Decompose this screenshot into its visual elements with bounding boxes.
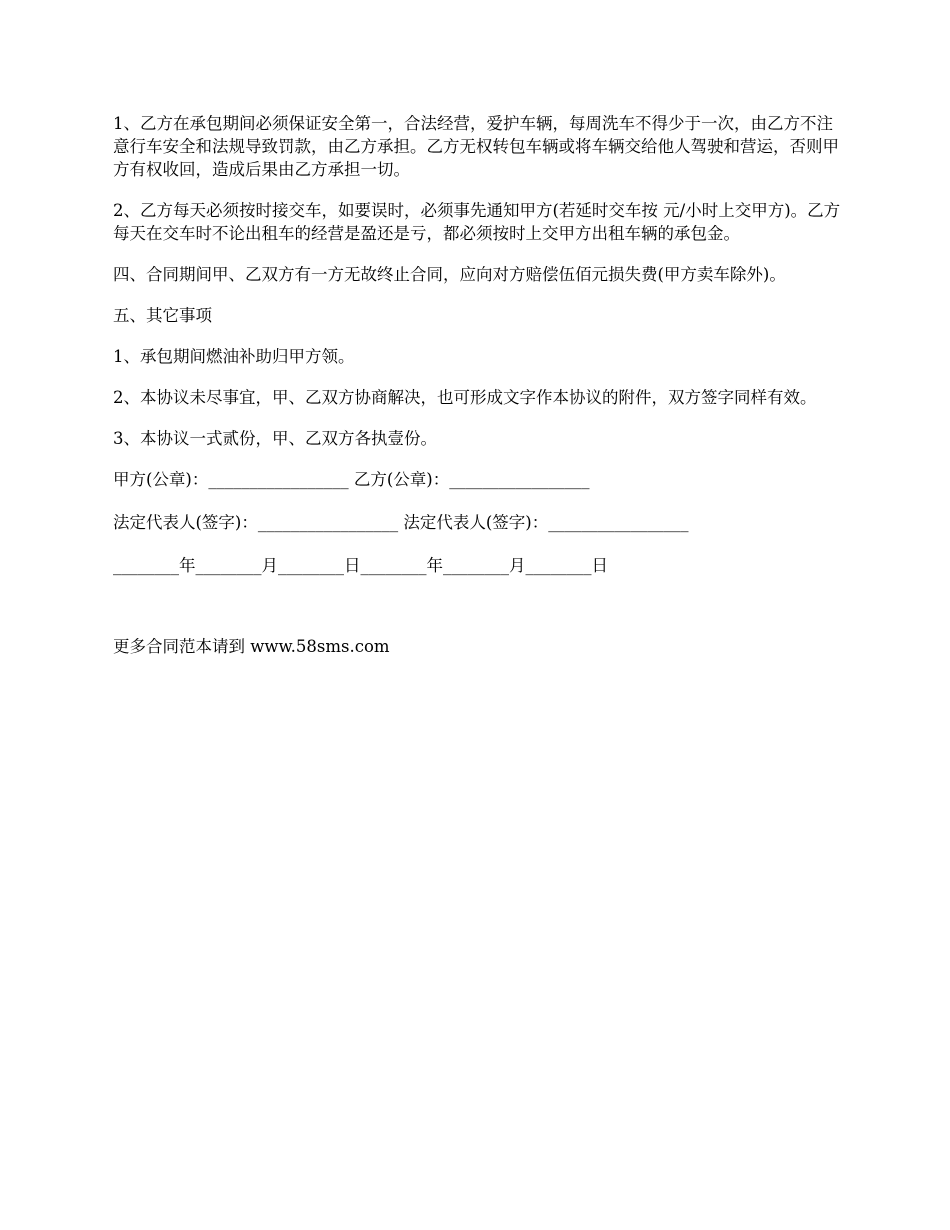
other-clause-3-copies: 3、本协议一式贰份，甲、乙双方各执壹份。 bbox=[113, 429, 437, 448]
seal-signature-line: 甲方(公章)：_________________ 乙方(公章)：_________________ bbox=[113, 470, 590, 489]
section-5-heading: 五、其它事项 bbox=[113, 306, 212, 325]
clause-1-safety: 1、乙方在承包期间必须保证安全第一，合法经营，爱护车辆，每周洗车不得少于一次，由乙方不注意行车安全和法规导致罚款，由乙方承担。乙方无权转包车辆或将车辆交给他人驾驶和营运，否则甲方有权收回，造成后果由乙方承担一切。 bbox=[113, 114, 839, 179]
other-clause-1-fuel: 1、承包期间燃油补助归甲方领。 bbox=[113, 347, 355, 366]
representative-signature-line: 法定代表人(签字)：_________________ 法定代表人(签字)：_________________ bbox=[113, 513, 689, 532]
other-clause-2-supplement: 2、本协议未尽事宜，甲、乙双方协商解决，也可形成文字作本协议的附件，双方签字同样有效。 bbox=[113, 388, 817, 407]
clause-2-handover: 2、乙方每天必须按时接交车，如要误时，必须事先通知甲方(若延时交车按 元/小时上交甲方)。乙方每天在交车时不论出租车的经营是盈还是亏，都必须按时上交甲方出租车辆的承包金。 bbox=[113, 201, 841, 243]
section-4-termination: 四、合同期间甲、乙双方有一方无故终止合同，应向对方赔偿伍佰元损失费(甲方卖车除外)。 bbox=[113, 265, 786, 284]
document-page bbox=[113, 112, 841, 658]
footer-link-text: 更多合同范本请到 www.58sms.com bbox=[113, 637, 390, 656]
date-line: ________年________月________日________年________月________日 bbox=[113, 556, 608, 575]
